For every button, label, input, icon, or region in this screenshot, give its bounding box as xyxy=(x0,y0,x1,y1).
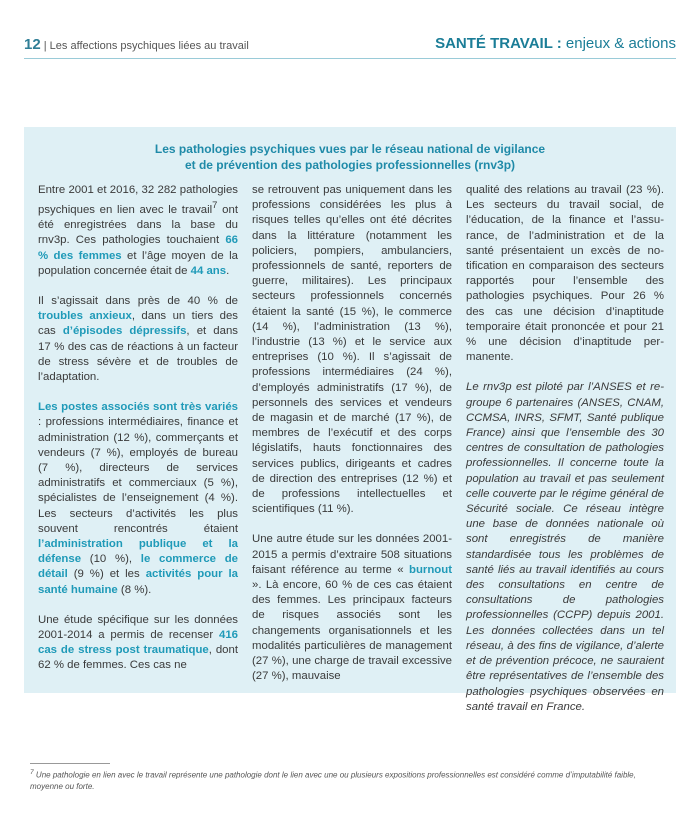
header-divider xyxy=(24,58,676,59)
highlight: Les postes associés sont très variés xyxy=(38,401,238,414)
text: ont été enregistrées dans la base du rnv3p. Ces pathologies touchaient xyxy=(38,204,238,247)
col1-paragraph-2 xyxy=(38,294,238,385)
footnote-ref: 7 xyxy=(212,200,218,212)
info-box xyxy=(24,127,676,713)
highlight: le commerce de détail xyxy=(38,553,239,581)
col1-paragraph-3 xyxy=(38,400,238,598)
col1-paragraph-4 xyxy=(38,613,238,674)
col3-italic-note: Le rnv3p est piloté par l’ANSES et regroupe 6 partenaires (ANSES, CNAM, CCMSA, INRS, SFMT, Santé publique France) ainsi que l’ensemble des 30 centres de consultation de pathologies professionnelles. Il concerne toute la population au travail et pas seulement celle couverte par le régime général de Sécurité sociale. Ce réseau intègre une base de données nationale où sont enregistrés de manière standardisée tous les problèmes de santé liés au travail identifiés au cours des consultations en centre de consultations de pathologies professionnelles (CCPP) depuis 2001. Les données collectées dans un tel réseau, à des fins de vigilance, d’alerte et de prévention précoce, ne sauraient être représentatives de l’ensemble des pathologies psychiques observées en santé travail en France. xyxy=(466,381,664,713)
highlight: 44 ans xyxy=(190,264,227,277)
brand-bold: SANTÉ TRAVAIL : xyxy=(435,35,562,52)
header-left xyxy=(24,36,249,53)
text: : professions intermédiaires, finance et administration (12 %), commerçants et vendeurs (7 %), employés de bureau (7 %), directeurs de services administratifs et commerciaux (5 %), spécialistes de l’enseignement (4 %). Les secteurs d’activités les plus souvent rencontrés étaient xyxy=(38,416,238,535)
page-header xyxy=(24,36,676,56)
column-3 xyxy=(466,183,664,730)
text: et l’âge moyen de la population concernée était de xyxy=(38,249,238,277)
brand-light: enjeux & actions xyxy=(561,35,676,52)
highlight: 66 % des femmes xyxy=(38,234,238,262)
text: (10 %), xyxy=(81,553,141,566)
text: , dans un tiers des cas xyxy=(38,310,239,338)
footnote-number: 7 xyxy=(30,769,34,776)
highlight: burnout xyxy=(408,563,452,576)
box-title xyxy=(24,141,676,173)
footnote-text: Une pathologie en lien avec le travail représente une pathologie dont le lien avec une ou plusieurs expositions professionnelles est considéré comme d’imputabilité faible, moyenne ou forte. xyxy=(30,770,636,791)
header-separator: | xyxy=(43,40,47,52)
col2-paragraph-1: se retrouvent pas uniquement dans les professions considérées les plus à risques telles qu’elles ont été décrites dans la littérature (notamment les policiers, pompiers, ambulanciers, professionnels de santé, reporters de guerre, militaires). Les principaux secteurs professionnels concernés étaient la santé (15 %), le commerce (14 %), l’administration (13 %), l’industrie (13 %) et le service aux entreprises (10 %). Il s’agissait de professions intermédiaires (24 %), d’employés administratifs (17 %), de personnels des services et vendeurs de magasin et de marché (17 %), de membres de l’exécutif et des corps législatifs, hauts fonctionnaires des services publics, dirigeants et cadres de direction des entreprises (12 %) et de professions intellectuelles et scientifiques (11 %). xyxy=(252,184,452,516)
text: Il s’agissait dans près de 40 % de xyxy=(38,295,238,308)
highlight: l’administration publique et la défense xyxy=(38,538,238,566)
col2-paragraph-2 xyxy=(252,532,452,684)
column-2 xyxy=(252,183,452,700)
highlight: 416 cas de stress post traumatique xyxy=(38,629,238,657)
section-title: Les affections psychiques liées au travail xyxy=(49,40,249,52)
footnote-divider xyxy=(30,763,110,764)
col3-paragraph-1: qualité des relations au travail (23 %). Les secteurs du travail social, de l’éducation, de la finance et l’assurance, de l’administration et de la santé présentaient un excès de notification en comparaison des secteurs rapportés pour l’ensemble des pathologies psychiques. Pour 26 % des cas une décision d’inaptitude temporaire était prononcée et pour 21 % une décision d’inaptitude permanente. xyxy=(466,184,664,364)
highlight: d’épisodes dépressifs xyxy=(62,325,187,338)
header-brand xyxy=(435,35,676,52)
text: Une autre étude sur les données 2001-2015 a permis d’extraire 508 situations faisant référence au terme « xyxy=(252,533,452,576)
text: , dont 62 % de femmes. Ces cas ne xyxy=(38,644,238,672)
page-number: 12 xyxy=(24,36,41,53)
highlight: activités pour la santé humaine xyxy=(38,568,239,596)
text: (9 %) et les xyxy=(67,568,146,581)
text: Entre 2001 et 2016, 32 282 pathologies psychiques en lien avec le travail xyxy=(38,184,238,216)
text: Une étude spécifique sur les données 2001-2014 a permis de recenser xyxy=(38,613,238,642)
footnote xyxy=(30,767,670,792)
highlight: troubles anxieux xyxy=(38,310,132,323)
box-title-line-2: et de prévention des pathologies professionnelles (rnv3p) xyxy=(184,158,516,172)
text: . xyxy=(226,264,230,277)
box-title-line-1: Les pathologies psychiques vues par le réseau national de vigilance xyxy=(154,142,546,156)
col1-paragraph-1 xyxy=(38,183,238,279)
text: (8 %). xyxy=(117,583,152,596)
text: , et dans 17 % des cas de réactions à un facteur de stress sévère et de troubles de l’adaptation. xyxy=(38,325,238,384)
text: ». Là encore, 60 % de ces cas étaient des femmes. Les principaux facteurs de risques associés sont les changements organisationnels et les modalités particulières de management (27 %), une charge de travail excessive (27 %), mauvaise xyxy=(252,579,452,683)
column-1 xyxy=(38,183,238,689)
